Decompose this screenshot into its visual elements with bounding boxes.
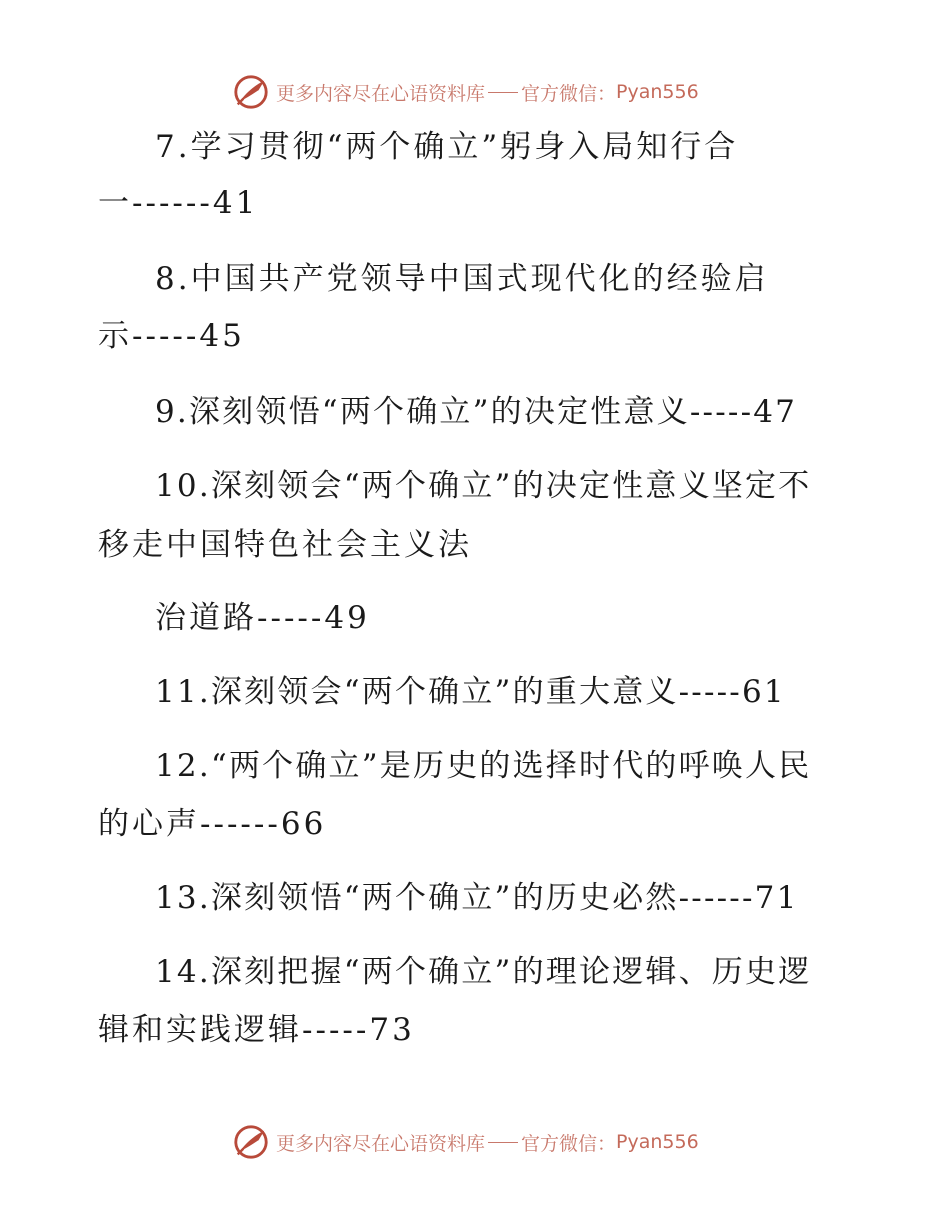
watermark-banner-bottom	[232, 1122, 699, 1162]
toc-entry-title: 学习贯彻“两个确立”躬身入局知行合	[190, 129, 739, 165]
toc-entry-11-line-1	[155, 672, 786, 712]
toc-entry-number: 7.	[155, 129, 191, 165]
toc-entry-number: 14.	[155, 954, 211, 990]
pen-logo-icon	[232, 1123, 270, 1161]
toc-entry-12-line-2: 的心声------66	[98, 806, 327, 842]
toc-entry-10-line-3: 治道路-----49	[155, 600, 370, 636]
toc-entry-number: 12.	[155, 748, 211, 784]
toc-entry-number: 13.	[155, 880, 211, 916]
watermark-label: 官方微信：	[521, 82, 617, 105]
toc-entry-8-line-1	[155, 259, 769, 299]
watermark-handle: Pyan556	[616, 1131, 699, 1153]
toc-entry-number: 8.	[155, 261, 191, 297]
watermark-handle: Pyan556	[616, 81, 699, 103]
watermark-separator	[488, 1142, 518, 1143]
toc-entry-title: 深刻领悟“两个确立”的历史必然------71	[210, 880, 799, 916]
toc-entry-title: 深刻领会“两个确立”的决定性意义坚定不	[210, 468, 812, 504]
toc-entry-7-line-1	[155, 127, 738, 167]
toc-entry-8-line-2: 示-----45	[98, 318, 245, 354]
toc-entry-10-line-2: 移走中国特色社会主义法	[98, 527, 472, 563]
toc-entry-number: 10.	[155, 468, 211, 504]
watermark-text: 更多内容尽在心语资料库	[276, 1132, 486, 1155]
toc-entry-number: 11.	[155, 674, 211, 710]
toc-entry-9-line-1	[155, 392, 797, 432]
toc-entry-title: “两个确立”是历史的选择时代的呼唤人民	[210, 748, 812, 784]
toc-entry-title: 深刻把握“两个确立”的理论逻辑、历史逻	[210, 954, 812, 990]
watermark-label: 官方微信：	[521, 1132, 617, 1155]
toc-entry-title: 深刻领会“两个确立”的重大意义-----61	[210, 674, 786, 710]
toc-entry-title: 深刻领悟“两个确立”的决定性意义-----47	[188, 394, 798, 430]
watermark-text: 更多内容尽在心语资料库	[276, 82, 486, 105]
toc-entry-number: 9.	[155, 394, 189, 430]
toc-entry-14-line-1	[155, 952, 811, 992]
toc-entry-13-line-1	[155, 878, 799, 918]
toc-entry-14-line-2: 辑和实践逻辑-----73	[98, 1012, 415, 1048]
toc-entry-7-line-2: 一------41	[98, 185, 259, 221]
toc-entry-10-line-1	[155, 466, 811, 506]
toc-entry-12-line-1	[155, 746, 811, 786]
toc-entry-title: 中国共产党领导中国式现代化的经验启	[190, 261, 769, 297]
